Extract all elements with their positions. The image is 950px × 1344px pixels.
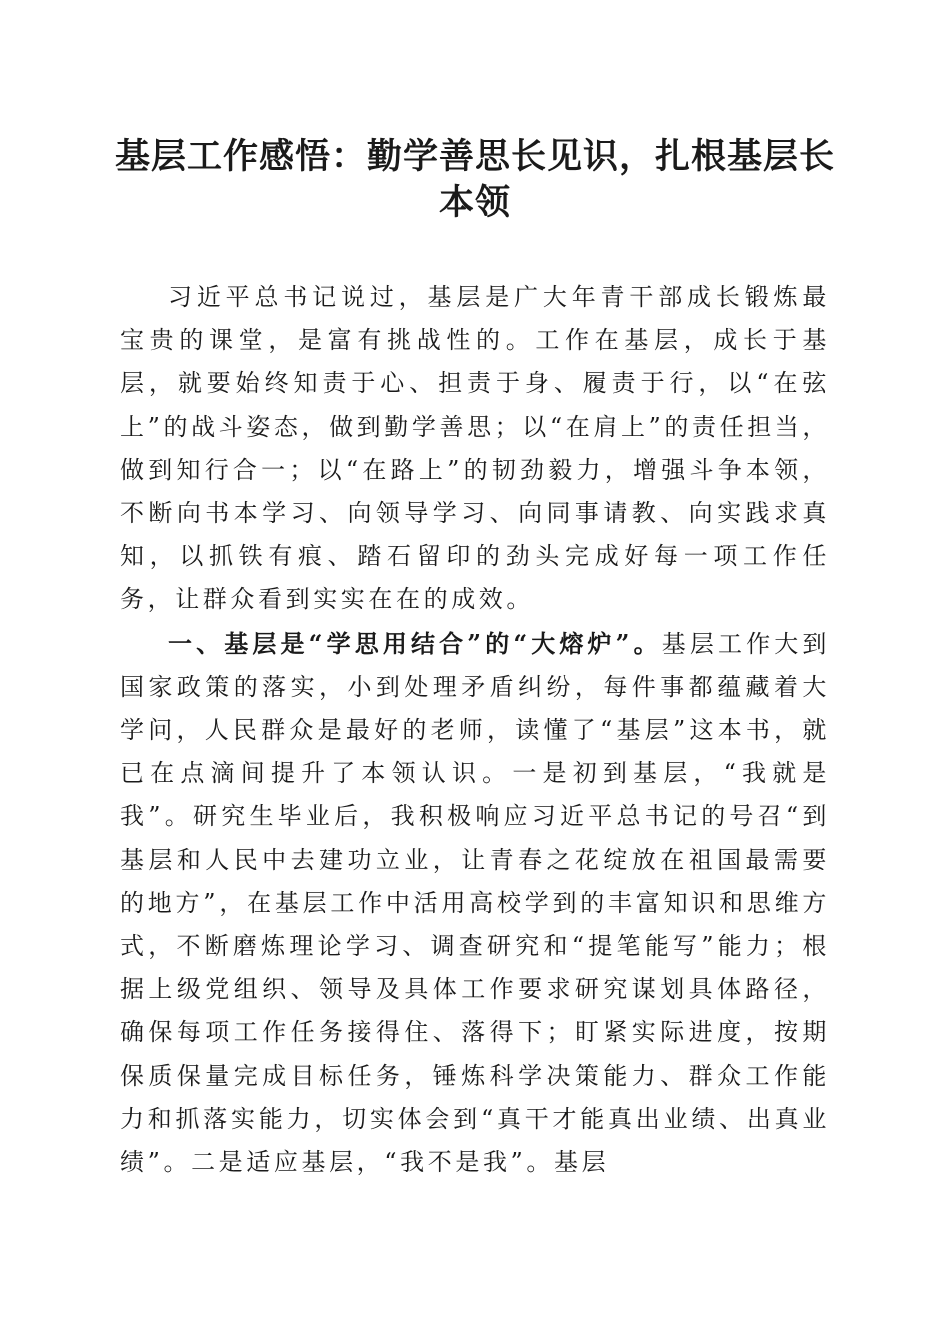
section-heading: 一、基层是“学思用结合”的“大熔炉”。 bbox=[168, 628, 662, 658]
paragraph-section-1 bbox=[120, 622, 830, 1185]
document-body bbox=[120, 276, 830, 1184]
paragraph-text: 基层工作大到国家政策的落实，小到处理矛盾纠纷，每件事都蕴藏着大学问，人民群众是最好的老师，读懂了“基层”这本书，就已在点滴间提升了本领认识。一是初到基层，“我就是我”。研究生毕业后，我积极响应习近平总书记的号召“到基层和人民中去建功立业，让青春之花绽放在祖国最需要的地方”，在基层工作中活用高校学到的丰富知识和思维方式，不断磨炼理论学习、调查研究和“提笔能写”能力；根据上级党组织、领导及具体工作要求研究谋划具体路径，确保每项工作任务接得住、落得下；盯紧实际进度，按期保质保量完成目标任务，锤炼科学决策能力、群众工作能力和抓落实能力，切实体会到“真干才能真出业绩、出真业绩”。二是适应基层，“我不是我”。基层 bbox=[120, 629, 830, 1177]
paragraph-text: 习近平总书记说过，基层是广大年青干部成长锻炼最宝贵的课堂，是富有挑战性的。工作在基层，成长于基层，就要始终知责于心、担责于身、履责于行，以“在弦上”的战斗姿态，做到勤学善思；以“在肩上”的责任担当，做到知行合一；以“在路上”的韧劲毅力，增强斗争本领，不断向书本学习、向领导学习、向同事请教、向实践求真知，以抓铁有痕、踏石留印的劲头完成好每一项工作任务，让群众看到实实在在的成效。 bbox=[120, 283, 831, 614]
paragraph-intro bbox=[120, 276, 830, 622]
document-title bbox=[100, 134, 850, 226]
title-line-1: 基层工作感悟：勤学善思长见识，扎根基层长 bbox=[114, 136, 835, 177]
title-line-2: 本领 bbox=[438, 182, 511, 223]
